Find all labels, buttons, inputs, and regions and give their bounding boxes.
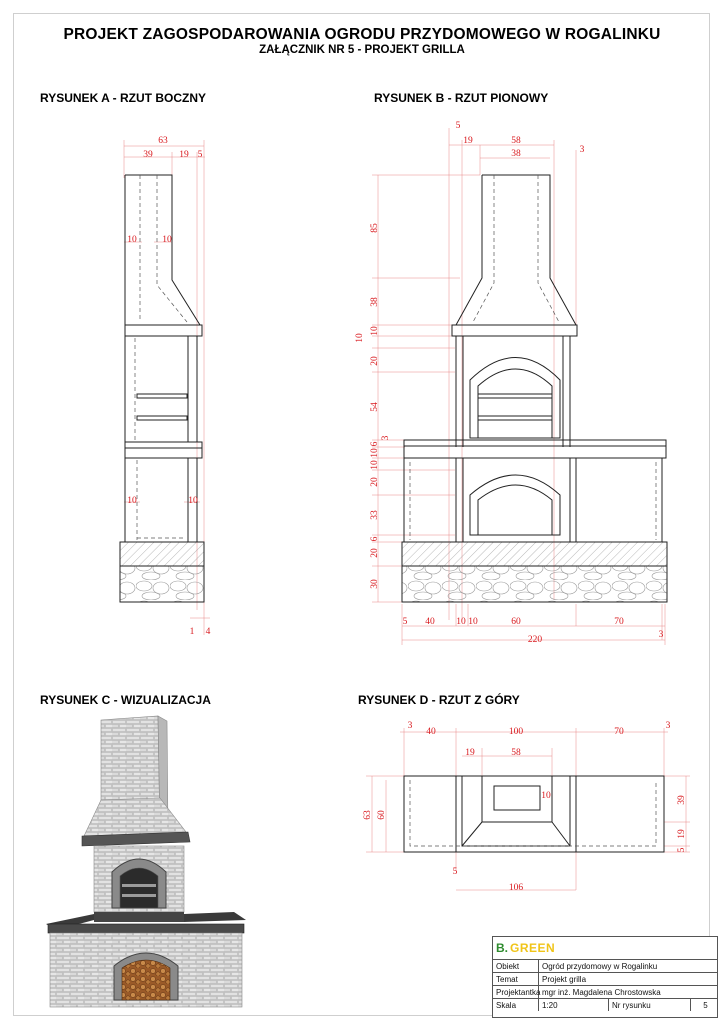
temat-label: Temat	[493, 973, 539, 985]
page-subtitle: ZAŁĄCZNIK NR 5 - PROJEKT GRILLA	[259, 44, 465, 56]
dim-b-10-d: 10	[370, 460, 380, 470]
dim-b-bottom-5: 5	[402, 617, 408, 627]
dim-a-39: 39	[143, 150, 153, 160]
skala-label: Skala	[493, 999, 539, 1011]
dim-d-19: 19	[465, 748, 475, 758]
dim-a-wall-2: 10	[162, 235, 172, 245]
skala-value: 1:20	[542, 1000, 558, 1010]
caption-drawing-c: RYSUNEK C - WIZUALIZACJA	[40, 693, 211, 707]
dim-d-top-3-b: 3	[665, 721, 671, 731]
dim-b-bottom-70: 70	[614, 617, 624, 627]
drawing-c-visualization	[46, 716, 246, 1007]
obiekt-value: Ogród przydomowy w Rogalinku	[542, 961, 658, 971]
caption-drawing-a: RYSUNEK A - RZUT BOCZNY	[40, 91, 206, 105]
dim-d-58: 58	[511, 748, 521, 758]
company-logo	[493, 937, 717, 960]
dim-b-20-a: 20	[370, 356, 380, 366]
dim-d-top-70: 70	[614, 727, 624, 737]
dim-b-20-b: 20	[370, 477, 380, 487]
dim-b-top-5: 5	[455, 121, 461, 131]
dim-b-10-a: 10	[355, 333, 365, 343]
title-block-row-projektantka	[493, 986, 717, 999]
dim-b-bottom-60: 60	[511, 617, 521, 627]
dim-d-right-19: 19	[677, 829, 687, 839]
drawing-d-top-view	[363, 721, 690, 893]
caption-drawing-d: RYSUNEK D - RZUT Z GÓRY	[358, 693, 520, 707]
dim-b-bottom-10-b: 10	[468, 617, 478, 627]
page-title: PROJEKT ZAGOSPODAROWANIA OGRODU PRZYDOMOWEGO W ROGALINKU	[63, 26, 661, 43]
dim-b-6-a: 6	[370, 441, 380, 447]
dim-a-bottom-4: 4	[205, 627, 211, 637]
caption-drawing-b: RYSUNEK B - RZUT PIONOWY	[374, 91, 549, 105]
nr-rysunku-value: 5	[690, 999, 717, 1011]
dim-a-wall-3: 10	[127, 496, 137, 506]
obiekt-label: Obiekt	[493, 960, 539, 972]
dim-b-10-c: 10	[370, 448, 380, 458]
dim-d-bottom-106: 106	[508, 883, 524, 893]
title-block-row-temat	[493, 973, 717, 986]
dim-b-top-3: 3	[579, 145, 585, 155]
dim-b-33: 33	[370, 510, 380, 520]
dim-b-bottom-10-a: 10	[456, 617, 466, 627]
dim-a-19: 19	[179, 150, 189, 160]
dim-b-top-38: 38	[511, 149, 521, 159]
title-block-row-obiekt	[493, 960, 717, 973]
dim-b-total-220: 220	[527, 635, 543, 645]
dim-d-right-5: 5	[677, 847, 687, 853]
dim-d-top-40: 40	[426, 727, 436, 737]
dim-b-3: 3	[381, 435, 391, 441]
dim-d-top-3-a: 3	[407, 721, 413, 731]
dim-d-inner-10: 10	[541, 791, 551, 801]
dim-a-total: 63	[158, 136, 168, 146]
dim-b-54: 54	[370, 402, 380, 412]
dim-d-left-63: 63	[363, 810, 373, 820]
drawing-b-front-view	[355, 121, 667, 645]
projektantka-label: Projektantka	[493, 986, 539, 998]
dim-b-10-b: 10	[370, 326, 380, 336]
title-block	[492, 936, 718, 1018]
dim-a-bottom-1: 1	[189, 627, 195, 637]
logo-b: B.	[496, 941, 508, 955]
dim-a-5: 5	[197, 150, 203, 160]
dim-a-wall-4: 10	[188, 496, 198, 506]
projektantka-value: mgr inż. Magdalena Chrostowska	[542, 987, 661, 997]
dim-b-6-b: 6	[370, 536, 380, 542]
drawing-a-side-view	[120, 136, 211, 637]
nr-rysunku-label: Nr rysunku	[608, 999, 690, 1011]
logo-green: GREEN	[510, 941, 556, 955]
dim-d-left-60: 60	[377, 810, 387, 820]
dim-b-30: 30	[370, 579, 380, 589]
dim-a-wall-1: 10	[127, 235, 137, 245]
dim-d-top-100: 100	[508, 727, 524, 737]
dim-d-right-39: 39	[677, 795, 687, 805]
dim-b-85: 85	[370, 223, 380, 233]
dim-b-bottom-40: 40	[425, 617, 435, 627]
dim-b-20-c: 20	[370, 548, 380, 558]
dim-d-bottom-5: 5	[452, 867, 458, 877]
dim-b-top-58: 58	[511, 136, 521, 146]
dim-b-top-19: 19	[463, 136, 473, 146]
title-block-row-skala	[493, 999, 717, 1011]
dim-b-bottom-3: 3	[658, 630, 664, 640]
temat-value: Projekt grilla	[542, 974, 587, 984]
dim-b-38: 38	[370, 297, 380, 307]
